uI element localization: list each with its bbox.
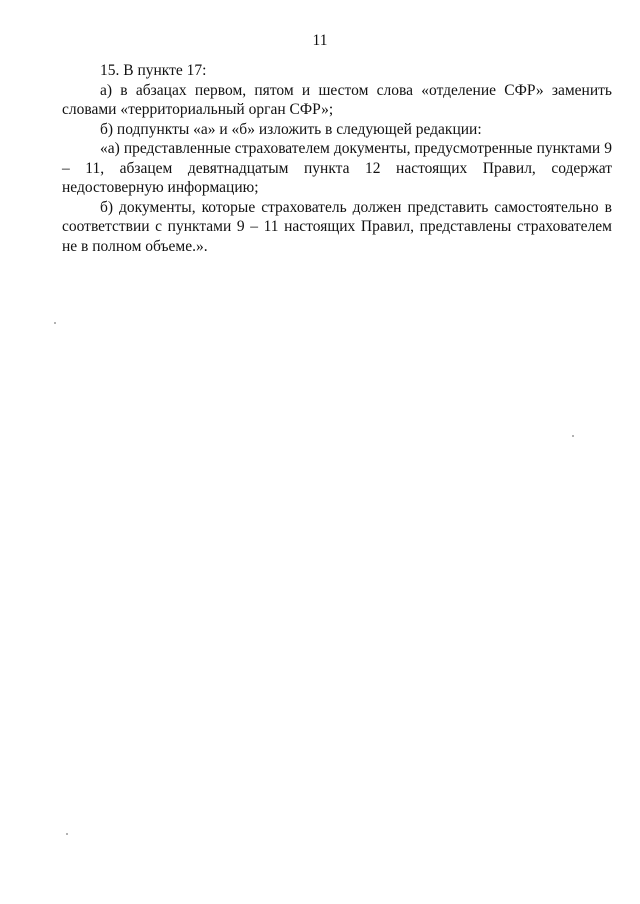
paragraph-subitem-b: б) подпункты «а» и «б» изложить в следующей редакции: bbox=[100, 120, 482, 138]
scan-speck bbox=[572, 435, 574, 437]
paragraph-item-15-heading: 15. В пункте 17: bbox=[100, 62, 207, 79]
paragraph-subitem-a: а) в абзацах первом, пятом и шестом слова «отделение СФР» заменить словами «территориальный орган СФР»; bbox=[62, 81, 612, 118]
scan-speck bbox=[66, 833, 68, 835]
quoted-subitem-a: «а) представленные страхователем документы, предусмотренные пунктами 9 – 11, абзацем девятнадцатым пункта 12 настоящих Правил, содержат недостоверную информацию; bbox=[62, 140, 612, 196]
page-number: 11 bbox=[312, 32, 328, 49]
scan-speck bbox=[54, 322, 56, 324]
quoted-subitem-b: б) документы, которые страхователь должен представить самостоятельно в соответствии с пунктами 9 – 11 настоящих Правил, представлены страхователем не в полном объеме.». bbox=[62, 198, 612, 255]
document-body bbox=[62, 61, 612, 256]
